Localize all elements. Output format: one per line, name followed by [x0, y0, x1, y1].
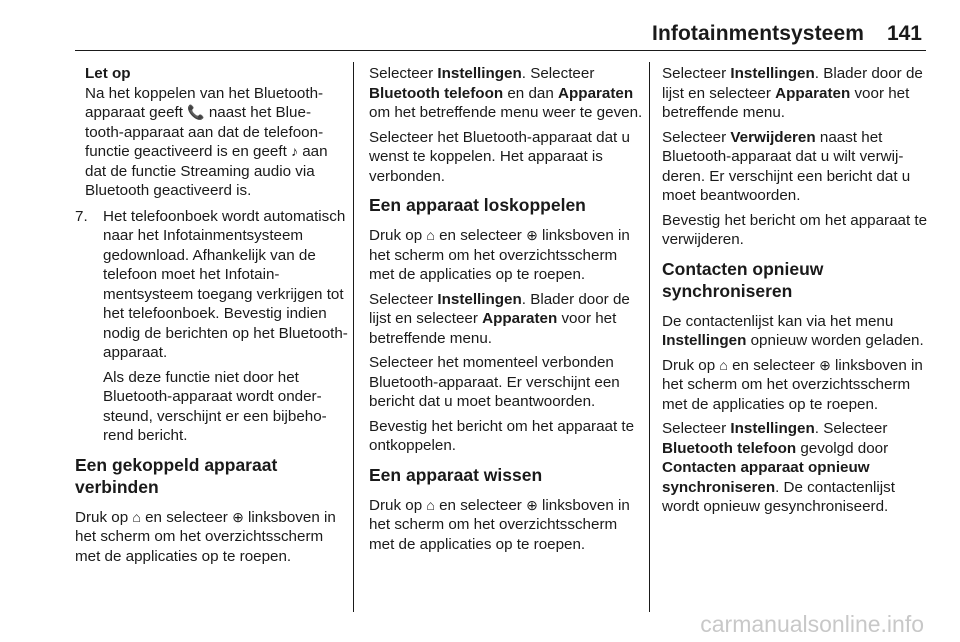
note-text: Na het koppelen van het Bluetooth-apparaat geeft 📞 naast het Bluetooth-apparaat aan dat de telefoonfunctie geactiveerd is en geeft ♪ aan dat de functie Streaming audio via Bluetooth geactiveerd is. [85, 84, 328, 199]
paragraph: Selecteer het Bluetooth-apparaat dat u wenst te koppelen. Het apparaat is verbonden. [369, 128, 630, 185]
paragraph: De contactenlijst kan via het menu Instellingen opnieuw worden geladen. [662, 312, 924, 349]
list-item-subtext: Als deze functie niet door het Bluetooth-apparaat wordt ondersteund, verschijnt er een bijbehorend bericht. [103, 368, 327, 444]
apps-icon: ⊕ [526, 227, 538, 243]
list-item-text: Het telefoonboek wordt automatisch naar het Infotainmentsysteem gedownload. Afhankelijk van de telefoon moet het Infotainmentsysteem toegang verkrijgen tot het telefoonboek. Bevestig indien nodig de berichten op het Bluetooth-apparaat. [103, 207, 348, 361]
note-box [75, 64, 351, 201]
list-item-7 [75, 207, 351, 446]
home-icon: ⌂ [426, 227, 435, 243]
paragraph: Selecteer Instellingen. Blader door de lijst en selecteer Apparaten voor het betreffende menu. [662, 65, 923, 121]
header-rule [75, 50, 926, 51]
paragraph: Bevestig het bericht om het apparaat te ontkoppelen. [369, 417, 635, 454]
heading-resync-contacts: Contacten opnieuw synchroniseren [662, 258, 824, 301]
note-label: Let op [85, 65, 131, 82]
paragraph: Selecteer Instellingen. Selecteer Bluetooth telefoon gevolgd door Contacten apparaat opnieuw synchroniseren. De contactenlijst wordt opnieuw gesynchroniseerd. [662, 420, 895, 515]
list-number: 7. [75, 207, 88, 225]
watermark: carmanualsonline.info [700, 611, 924, 637]
paragraph: Bevestig het bericht om het apparaat te verwijderen. [662, 211, 928, 248]
paragraph: Druk op ⌂ en selecteer ⊕ linksboven in het scherm om het overzichtsscherm met de applicaties op te roepen. [75, 508, 336, 565]
heading-delete-device: Een apparaat wissen [369, 464, 543, 485]
paragraph: Selecteer Verwijderen naast het Bluetooth-apparaat dat u wilt verwijderen. Er verschijnt een bericht dat u moet beantwoorden. [662, 128, 911, 204]
music-note-icon: ♪ [291, 143, 299, 159]
paragraph: Selecteer Instellingen. Selecteer Bluetooth telefoon en dan Apparaten om het betreffende menu weer te geven. [369, 65, 643, 121]
page-number: 141 [886, 22, 922, 45]
home-icon: ⌂ [719, 356, 728, 373]
heading-disconnect-device: Een apparaat loskoppelen [369, 195, 586, 215]
heading-connect-device: Een gekoppeld apparaat verbinden [75, 454, 278, 497]
column-divider-1 [353, 62, 354, 612]
page-header-title: Infotainmentsysteem [652, 22, 864, 45]
paragraph: Druk op ⌂ en selecteer ⊕ linksboven in het scherm om het overzichtsscherm met de applicaties op te roepen. [369, 496, 630, 553]
paragraph: Selecteer Instellingen. Blader door de lijst en selecteer Apparaten voor het betreffende menu. [369, 290, 630, 347]
column-2 [369, 64, 644, 559]
home-icon: ⌂ [426, 496, 435, 513]
apps-icon: ⊕ [526, 496, 538, 513]
column-1 [75, 64, 351, 571]
paragraph: Druk op ⌂ en selecteer ⊕ linksboven in het scherm om het overzichtsscherm met de applicaties op te roepen. [662, 356, 923, 413]
home-icon: ⌂ [132, 508, 141, 525]
paragraph: Druk op ⌂ en selecteer ⊕ linksboven in het scherm om het overzichtsscherm met de applicaties op te roepen. [369, 227, 630, 283]
column-divider-2 [649, 62, 650, 612]
apps-icon: ⊕ [819, 356, 831, 373]
apps-icon: ⊕ [232, 508, 244, 525]
phone-icon: 📞 [187, 104, 205, 120]
paragraph: Selecteer het momenteel verbonden Bluetooth-apparaat. Er verschijnt een bericht dat u moet beantwoorden. [369, 354, 620, 410]
column-3 [662, 64, 936, 522]
